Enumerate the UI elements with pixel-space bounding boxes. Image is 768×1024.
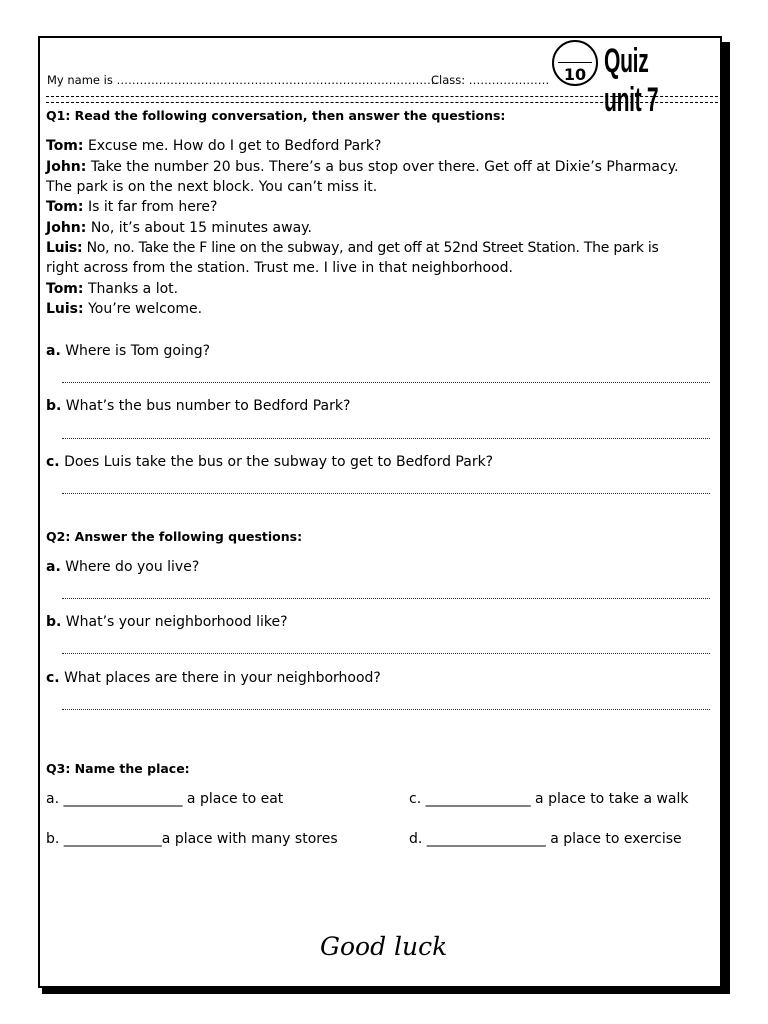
q1-question-b xyxy=(46,396,350,416)
answer-line[interactable] xyxy=(62,653,710,654)
dialogue-line xyxy=(46,258,513,278)
q3-heading: Q3: Name the place: xyxy=(46,761,190,776)
class-field[interactable]: Class: ………………… xyxy=(431,73,550,87)
speaker: John: xyxy=(46,159,87,175)
q2-heading: Q2: Answer the following questions: xyxy=(46,529,303,544)
line-text: You’re welcome. xyxy=(88,301,203,317)
question-letter: c. xyxy=(46,670,60,686)
question-letter: a. xyxy=(46,559,61,575)
speaker: Luis: xyxy=(46,301,84,317)
dialogue-line xyxy=(46,279,178,299)
question-text: What places are there in your neighborhood? xyxy=(64,670,381,686)
good-luck-text: Good luck xyxy=(320,932,448,961)
quiz-sheet xyxy=(38,36,722,988)
question-letter: a. xyxy=(46,343,61,359)
speaker: Luis: xyxy=(46,240,83,256)
q3-item-a[interactable]: a. _________________ a place to eat xyxy=(46,791,284,807)
speaker: John: xyxy=(46,220,87,236)
dialogue-line xyxy=(46,177,377,197)
answer-line[interactable] xyxy=(62,438,710,439)
answer-line[interactable] xyxy=(62,382,710,383)
q2-question-a xyxy=(46,557,199,577)
question-text: Where is Tom going? xyxy=(65,343,211,359)
quiz-title: Quiz unit 7 xyxy=(604,42,659,119)
q1-heading: Q1: Read the following conversation, then answer the questions: xyxy=(46,108,506,123)
dialogue-line xyxy=(46,238,659,258)
question-text: Where do you live? xyxy=(65,559,200,575)
speaker: Tom: xyxy=(46,199,84,215)
question-text: What’s the bus number to Bedford Park? xyxy=(65,398,351,414)
dialogue-line xyxy=(46,197,217,217)
dialogue-line xyxy=(46,136,381,156)
score-total: 10 xyxy=(563,65,587,84)
q2-question-c xyxy=(46,668,381,688)
score-divider xyxy=(558,62,592,63)
line-text: No, no. Take the F line on the subway, and get off at 52nd Street Station. The park is xyxy=(86,240,659,256)
dialogue-line xyxy=(46,218,312,238)
header-separator xyxy=(46,96,718,103)
dialogue-line xyxy=(46,299,202,319)
name-field[interactable]: My name is ………………………………………………………………………… xyxy=(47,73,439,87)
q3-item-d[interactable]: d. _________________ a place to exercise xyxy=(409,831,682,847)
answer-line[interactable] xyxy=(62,709,710,710)
question-text: Does Luis take the bus or the subway to get to Bedford Park? xyxy=(64,454,494,470)
line-text: Take the number 20 bus. There’s a bus stop over there. Get off at Dixie’s Pharmacy. xyxy=(90,159,679,175)
q1-question-c xyxy=(46,452,493,472)
line-text: Excuse me. How do I get to Bedford Park? xyxy=(87,138,382,154)
question-text: What’s your neighborhood like? xyxy=(65,614,288,630)
dialogue-line xyxy=(46,157,678,177)
q3-item-c[interactable]: c. _______________ a place to take a walk xyxy=(409,791,689,807)
line-text: The park is on the next block. You can’t miss it. xyxy=(46,179,378,195)
question-letter: b. xyxy=(46,398,62,414)
q3-item-b[interactable]: b. ______________a place with many stores xyxy=(46,831,338,847)
speaker: Tom: xyxy=(46,281,84,297)
line-text: No, it’s about 15 minutes away. xyxy=(90,220,312,236)
line-text: Thanks a lot. xyxy=(87,281,179,297)
q2-question-b xyxy=(46,612,288,632)
question-letter: c. xyxy=(46,454,60,470)
line-text: Is it far from here? xyxy=(87,199,218,215)
score-circle xyxy=(552,40,598,86)
answer-line[interactable] xyxy=(62,493,710,494)
question-letter: b. xyxy=(46,614,62,630)
line-text: right across from the station. Trust me. I live in that neighborhood. xyxy=(46,260,513,276)
q1-question-a xyxy=(46,341,210,361)
answer-line[interactable] xyxy=(62,598,710,599)
speaker: Tom: xyxy=(46,138,84,154)
